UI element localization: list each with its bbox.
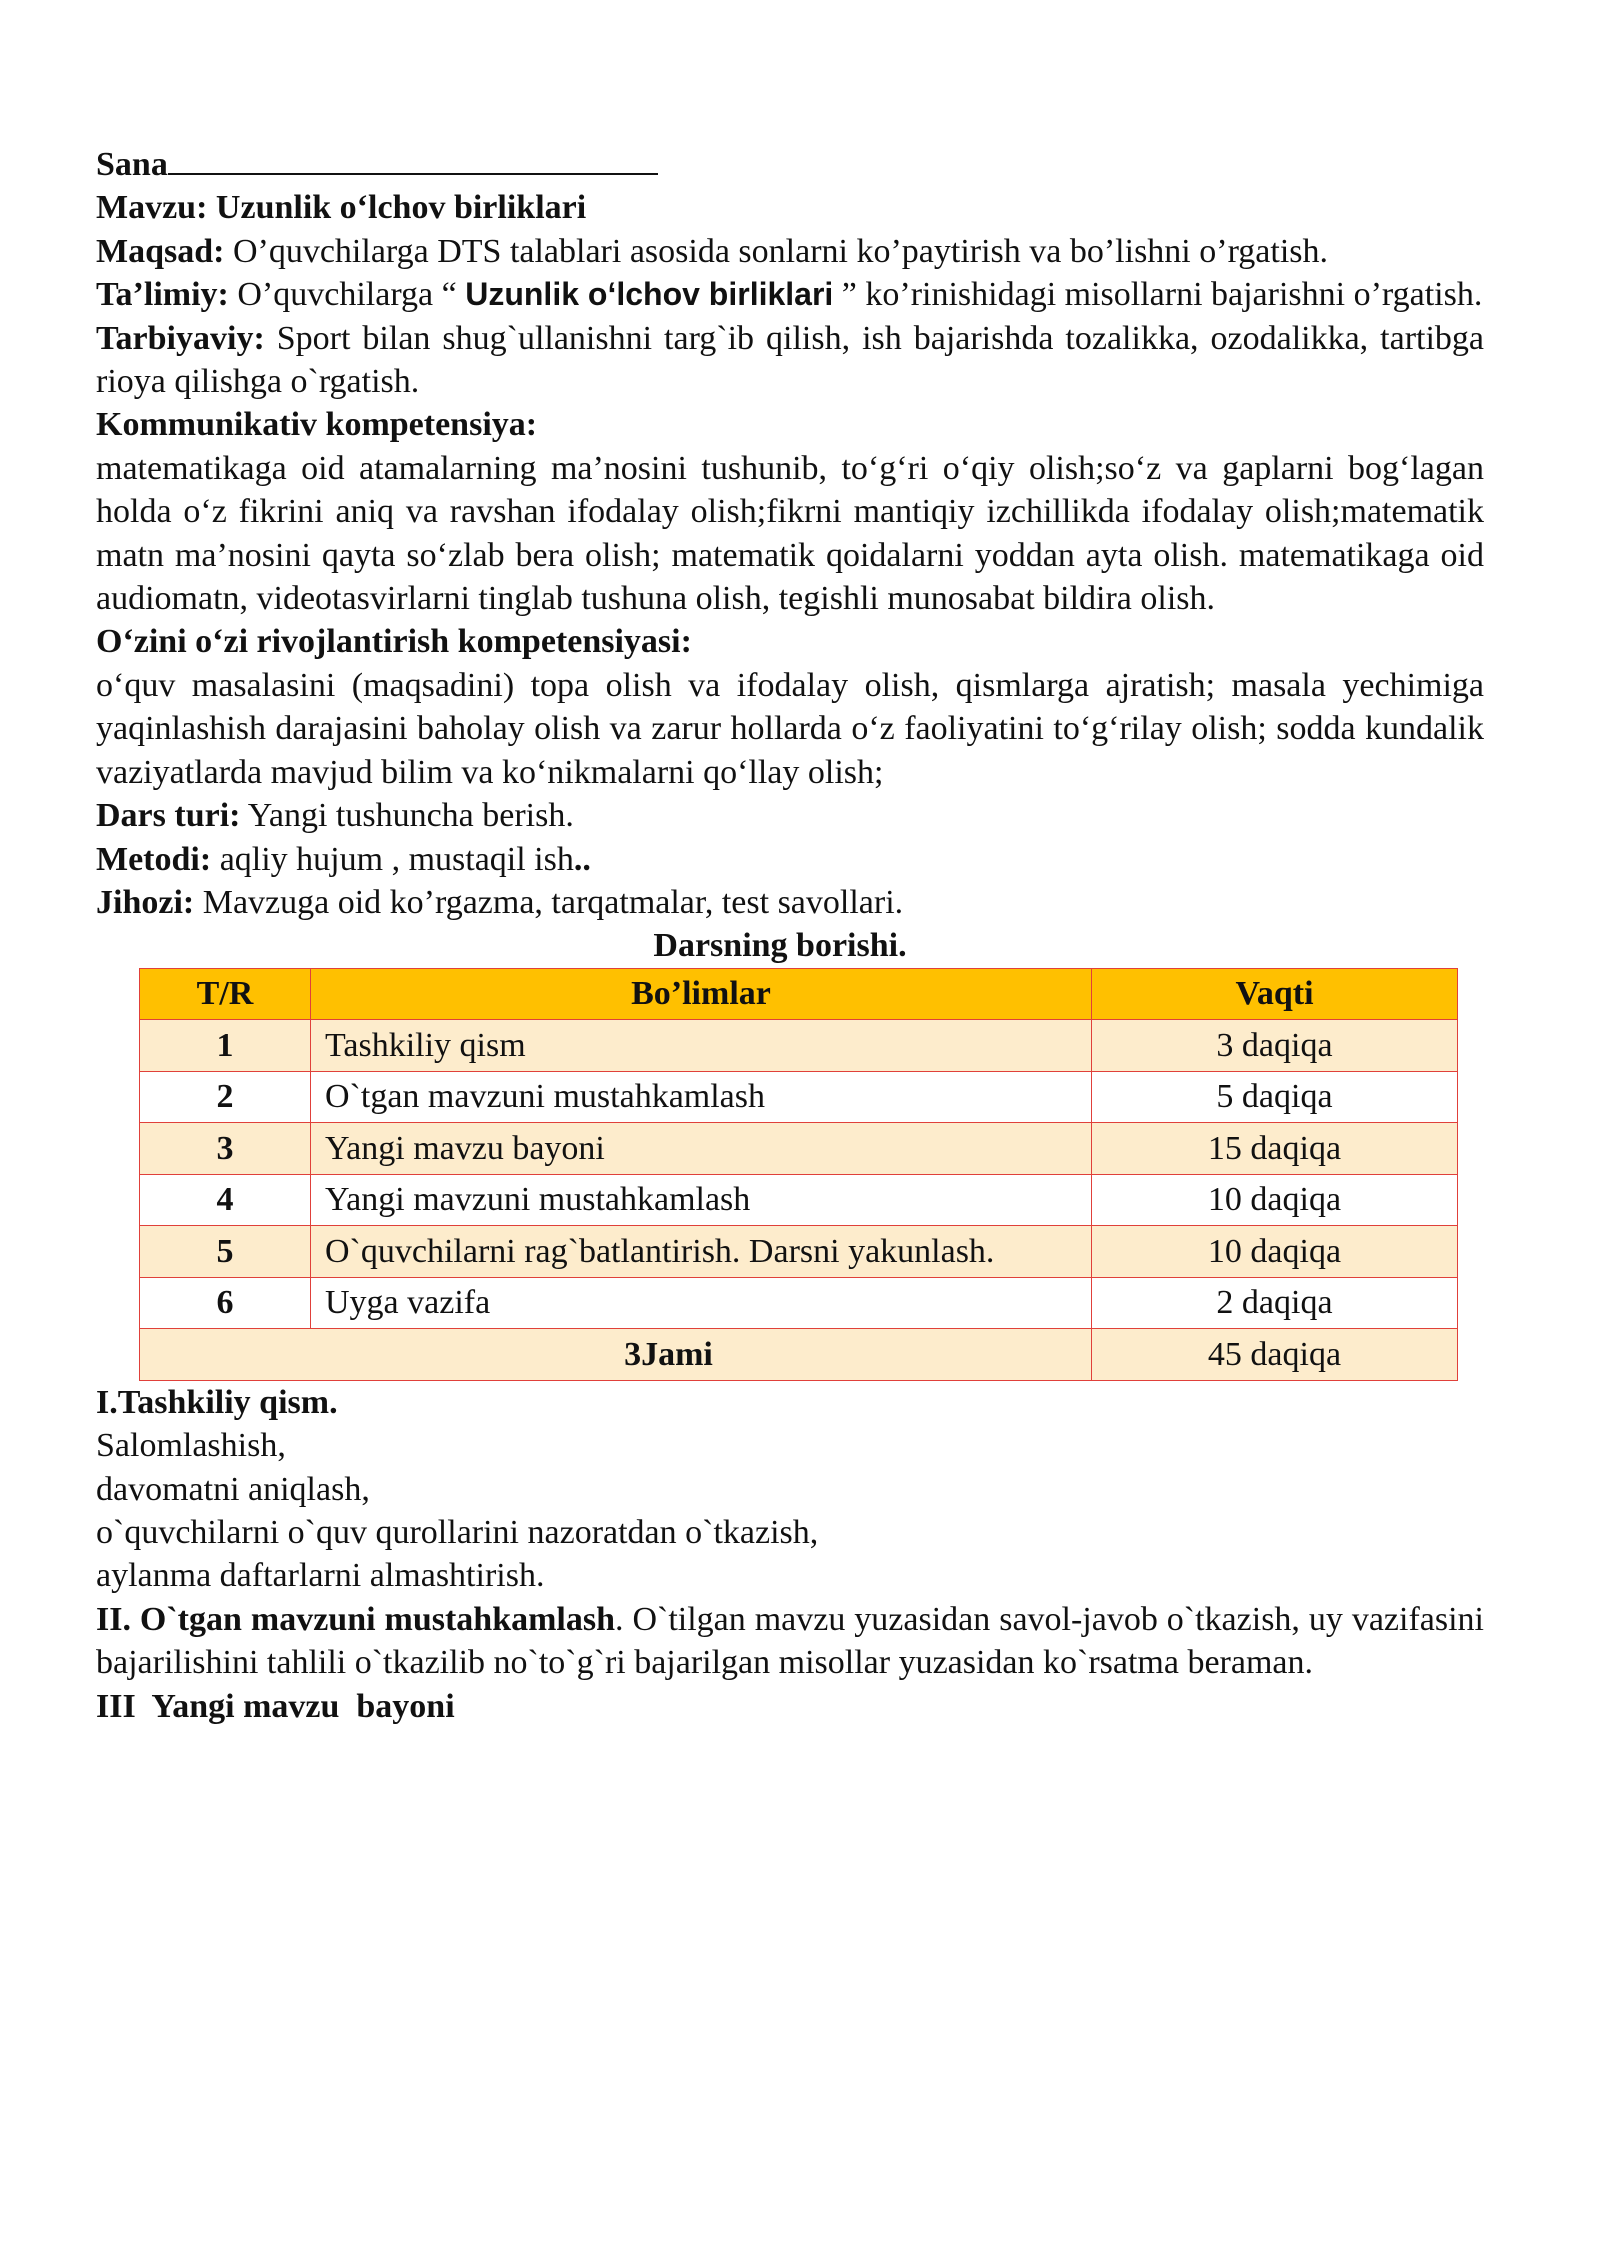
equipment-text: Mavzuga oid ko’rgazma, tarqatmalar, test savollari. [202,883,904,921]
educational-highlight: Uzunlik o‘lchov birliklari [465,276,834,313]
row-section: Yangi mavzuni mustahkamlash [311,1174,1092,1226]
date-label: Sana [96,146,168,183]
lesson-type-text: Yangi tushuncha berish. [247,797,574,835]
self-development-text: o‘quv masalasini (maqsadini) topa olish va ifodalay olish, qismlarga ajratish; masala yechimiga yaqinlashish darajasini baholay olish va zarur hollarda o‘z faoliyatini to‘g‘rilay olish; sodda kundalik vaziyatlarda mavjud bilim va ko‘nikmalarni qo‘llay olish; [96,666,1484,791]
row-section: O`tgan mavzuni mustahkamlash [311,1071,1092,1123]
part2-text: . O`tilgan mavzu yuzasidan savol-javob o`tkazish, uy vazifasini bajarilishini tahlili o`tkazilib no`to`g`ri bajarilgan misollar yuzasidan ko`rsatma beraman. [96,1600,1484,1682]
method-line [96,838,1484,881]
row-time: 2 daqiqa [1092,1277,1458,1329]
row-number: 3 [140,1123,311,1175]
upbringing-text: Sport bilan shug`ullanishni targ`ib qilish, ish bajarishda tozalikka, ozodalikka, tartibga rioya qilishga o`rgatish. [96,319,1485,401]
header-sections: Bo’limlar [311,968,1092,1020]
educational-text-before: O’quvchilarga “ [237,276,466,314]
row-time: 5 daqiqa [1092,1071,1458,1123]
row-number: 4 [140,1174,311,1226]
goal-paragraph [96,230,1336,273]
equipment-line [96,881,1484,924]
educational-paragraph [96,273,1484,316]
educational-text-after: ” ko’rinishidagi misollarni bajarishni o’rgatish. [833,276,1483,314]
part1-line: o`quvchilarni o`quv qurollarini nazoratdan o`tkazish, [96,1513,819,1551]
row-number: 5 [140,1226,311,1278]
row-section: Uyga vazifa [311,1277,1092,1329]
lesson-plan-table [139,968,1458,1381]
lesson-type-line [96,794,1484,837]
row-time: 15 daqiqa [1092,1123,1458,1175]
table-header-row [140,968,1458,1020]
upbringing-label: Tarbiyaviy: [96,319,265,357]
goal-text: O’quvchilarga DTS talablari asosida sonlarni ko’paytirish va bo’lishni o’rgatish. [232,232,1328,270]
method-text: aqliy hujum , mustaqil ish [211,840,574,878]
communicative-text: matematikaga oid atamalarning ma’nosini tushunib, to‘g‘ri o‘qiy olish;so‘z va gaplarni bog‘lagan holda o‘z fikrini aniq va ravshan ifodalay olish;fikrni mantiqiy izchillikda ifodalay olish;matematik matn ma’nosini qayta so‘zlab bera olish; matematik qoidalarni yoddan ayta olish. matematikaga oid audiomatn, videotasvirlarni tinglab tushuna olish, tegishli munosabat bildira olish. [96,449,1484,618]
row-number: 6 [140,1277,311,1329]
row-section: Tashkiliy qism [311,1020,1092,1072]
equipment-label: Jihozi: [96,883,195,921]
lesson-type-label: Dars turi: [96,797,241,835]
part1-line: davomatni aniqlash, [96,1470,370,1508]
part1-line: Salomlashish, [96,1427,286,1465]
part1-line: aylanma daftarlarni almashtirish. [96,1557,545,1595]
total-label: 3Jami [140,1329,1092,1381]
educational-label: Ta’limiy: [96,276,229,314]
header-tr: T/R [140,968,311,1020]
date-blank[interactable] [168,141,658,175]
part2-paragraph [96,1598,1484,1685]
topic-label: Mavzu: [96,189,208,227]
part3-heading: III Yangi mavzu bayoni [96,1687,455,1725]
row-section: O`quvchilarni rag`batlantirish. Darsni yakunlash. [311,1226,1092,1278]
total-time: 45 daqiqa [1092,1329,1458,1381]
self-development-heading: O‘zini o‘zi rivojlantirish kompetensiyasi: [96,623,692,661]
lesson-plan-table-wrapper [139,968,1458,1381]
table-total-row [140,1329,1458,1381]
row-number: 1 [140,1020,311,1072]
row-time: 3 daqiqa [1092,1020,1458,1072]
goal-label: Maqsad: [96,232,225,270]
header-time: Vaqti [1092,968,1458,1020]
plan-title: Darsning borishi. [653,927,907,965]
table-row [140,1226,1458,1278]
table-row [140,1123,1458,1175]
table-row [140,1020,1458,1072]
method-label: Metodi: [96,840,212,878]
row-time: 10 daqiqa [1092,1226,1458,1278]
communicative-heading: Kommunikativ kompetensiya: [96,406,538,444]
part2-heading: II. O`tgan mavzuni mustahkamlash [96,1600,616,1638]
date-line [96,141,1484,186]
topic-line [96,186,1484,229]
row-section: Yangi mavzu bayoni [311,1123,1092,1175]
part1-heading: I.Tashkiliy qism. [96,1383,338,1421]
topic-text: Uzunlik o‘lchov birliklari [215,189,587,227]
table-row [140,1174,1458,1226]
upbringing-paragraph [96,317,1484,404]
row-time: 10 daqiqa [1092,1174,1458,1226]
table-row [140,1071,1458,1123]
table-row [140,1277,1458,1329]
row-number: 2 [140,1071,311,1123]
method-trail: .. [573,840,591,878]
